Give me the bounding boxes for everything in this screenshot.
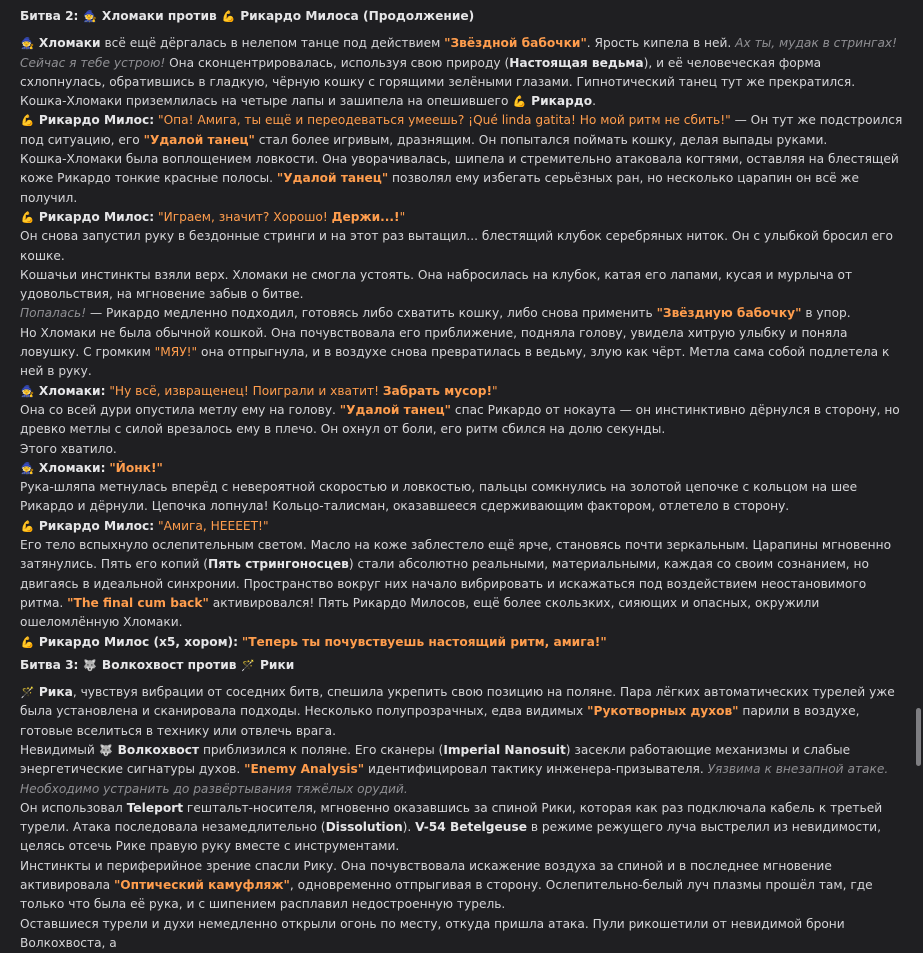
muscle-icon: 💪 (20, 635, 35, 649)
wand-icon: 🪄 (241, 658, 256, 672)
battle-2-heading: Битва 2: 🧙 Хломаки против 💪 Рикардо Милоса (Продолжение) (20, 7, 908, 26)
witch-icon: 🧙 (20, 37, 35, 51)
paragraph-22: Оставшиеся турели и духи немедленно открыли огонь по месту, откуда пришла атака. Пули рикошетили от невидимой брони Волкохвоста, а (20, 916, 845, 950)
paragraph-2: Кошка-Хломаки приземлилась на четыре лапы и зашипела на опешившего 💪 Рикардо. (20, 92, 908, 111)
paragraph-20: Он использовал Teleport гештальт-носителя, мгновенно оказавшись за спиной Рики, которая как раз подключала кабель к третьей турели. Атака последовала незамедлительно (Dissolution). V-54 Betelgeuse в режиме режущего луча выстрелил из невидимости, целясь отсечь Рике правую руку вместе с инструментами. (20, 800, 883, 854)
witch-icon: 🧙 (83, 10, 98, 23)
paragraph-8: Попалась! — Рикардо медленно подходил, готовясь либо схватить кошку, либо снова применить "Звёздную бабочку" в упор. (20, 306, 851, 321)
wand-icon: 🪄 (20, 686, 35, 700)
paragraph-10: 🧙 Хломаки: "Ну всё, извращенец! Поиграли и хватит! Забрать мусор!" (20, 382, 908, 401)
paragraph-4: Кошка-Хломаки была воплощением ловкости. Она уворачивалась, шипела и стремительно атаковала когтями, оставляя на блестящей коже Рикардо тонкие красные полосы. "Удалой танец" позволял ему избегать серьёзных ран, но несколько царапин он всё же получил. (20, 152, 899, 205)
battle-3-heading: Битва 3: 🐺 Волкохвост против 🪄 Рики (20, 656, 908, 675)
paragraph-7: Кошачьи инстинкты взяли верх. Хломаки не смогла устоять. Она набросилась на клубок, катая его лапами, кусая и мурлыча от удовольствия, на мгновение забыв о битве. (20, 267, 853, 302)
paragraph-21: Инстинкты и периферийное зрение спасли Рику. Она почувствовала искажение воздуха за спиной и в последнее мгновение активировала "Оптический камуфляж", одновременно отпрыгивая в сторону. Ослепительно-белый луч плазмы прошёл там, где только что была её рука, и с шипением расплавил недостроенную турель. (20, 858, 873, 912)
muscle-icon: 💪 (20, 519, 35, 533)
paragraph-6: Он снова запустил руку в бездонные стринги и на этот раз вытащил... блестящий клубок серебряных ниток. Он с улыбкой бросил его кошке. (20, 229, 893, 263)
muscle-icon: 💪 (512, 95, 527, 109)
wolf-icon: 🐺 (99, 743, 114, 757)
paragraph-12: Этого хватило. (20, 441, 117, 456)
paragraph-16: Его тело вспыхнуло ослепительным светом. Масло на коже заблестело ещё ярче, становясь почти зеркальным. Царапины мгновенно затянулись. Пять его копий (Пять стрингоносцев) стали абсолютно реальными, материальными, каждая со своим сознанием, но двигаясь в идеальной синхронии. Пространство вокруг них начало вибрировать и искажаться под воздействием неостановимого ритма. "The final cum back" активировался! Пять Рикардо Милосов, ещё более скользких, сияющих и опасных, окружили ошеломлённую Хломаки. (20, 538, 892, 630)
paragraph-9: Но Хломаки не была обычной кошкой. Она почувствовала его приближение, подняла голову, увидела хитрую улыбку и поняла ловушку. С громким "МЯУ!" она отпрыгнула, и в воздухе снова превратилась в ведьму, злую как чёрт. Метла сама собой подлетела к ней в руку. (20, 325, 890, 379)
paragraph-15: 💪 Рикардо Милос: "Амига, НЕЕЕЕТ!" (20, 517, 908, 536)
story-document (20, 7, 908, 953)
paragraph-11: Она со всей дури опустила метлу ему на голову. "Удалой танец" спас Рикардо от нокаута — он инстинктивно дёрнулся в сторону, но древко метлы с силой врезалось ему в плечо. Он охнул от боли, его ритм сбился на долю секунды. (20, 402, 900, 437)
paragraph-14: Рука-шляпа метнулась вперёд с невероятной скоростью и ловкостью, пальцы сомкнулись на золотой цепочке с кольцом на шее Рикардо и дёрнули. Цепочка лопнула! Кольцо-талисман, оказавшееся сдерживающим фактором, отлетело в сторону. (20, 480, 858, 514)
paragraph-17: 💪 Рикардо Милос (x5, хором): "Теперь ты почувствуешь настоящий ритм, амига!" (20, 633, 908, 652)
paragraph-18: 🪄 Рика, чувствуя вибрации от соседних битв, спешила укрепить свою позицию на поляне. Пара лёгких автоматических турелей уже была установлена и сканировала подходы. Несколько полупрозрачных, едва видимых "Рукотворных духов" парили в воздухе, готовые вселиться в технику или отвлечь врага. (20, 685, 895, 738)
witch-icon: 🧙 (20, 384, 35, 398)
muscle-icon: 💪 (20, 114, 35, 128)
scrollbar-thumb[interactable] (916, 708, 921, 766)
paragraph-5: 💪 Рикардо Милос: "Играем, значит? Хорошо! Держи...!" (20, 208, 908, 227)
witch-icon: 🧙 (20, 461, 35, 475)
paragraph-19: Невидимый 🐺 Волкохвост приблизился к поляне. Его сканеры (Imperial Nanosuit) засекли работающие механизмы и слабые энергетические сигнатуры духов. "Enemy Analysis" идентифицировал тактику инженера-призывателя. Уязвима к внезапной атаке. Необходимо устранить до развёртывания тяжёлых орудий. (20, 742, 889, 796)
paragraph-13: 🧙 Хломаки: "Йонк!" (20, 459, 908, 478)
wolf-icon: 🐺 (83, 658, 98, 672)
muscle-icon: 💪 (20, 210, 35, 224)
muscle-icon: 💪 (221, 10, 236, 23)
paragraph-1: 🧙 Хломаки всё ещё дёргалась в нелепом танце под действием "Звёздной бабочки". Ярость кипела в ней. Ах ты, мудак в стрингах! Сейчас я тебе устрою! Она сконцентрировалась, используя свою природу (Настоящая ведьма), и её человеческая форма схлопнулась, обратившись в гладкую, чёрную кошку с горящими зелёными глазами. Гипнотический танец тут же прекратился. (20, 36, 898, 89)
paragraph-3: 💪 Рикардо Милос: "Опа! Амига, ты ещё и переодеваться умеешь? ¡Qué linda gatita! Но мой ритм не сбить!" — Он тут же подстроился под ситуацию, его "Удалой танец" стал более игривым, дразнящим. Он попытался поймать кошку, делая выпады руками. (20, 113, 903, 147)
